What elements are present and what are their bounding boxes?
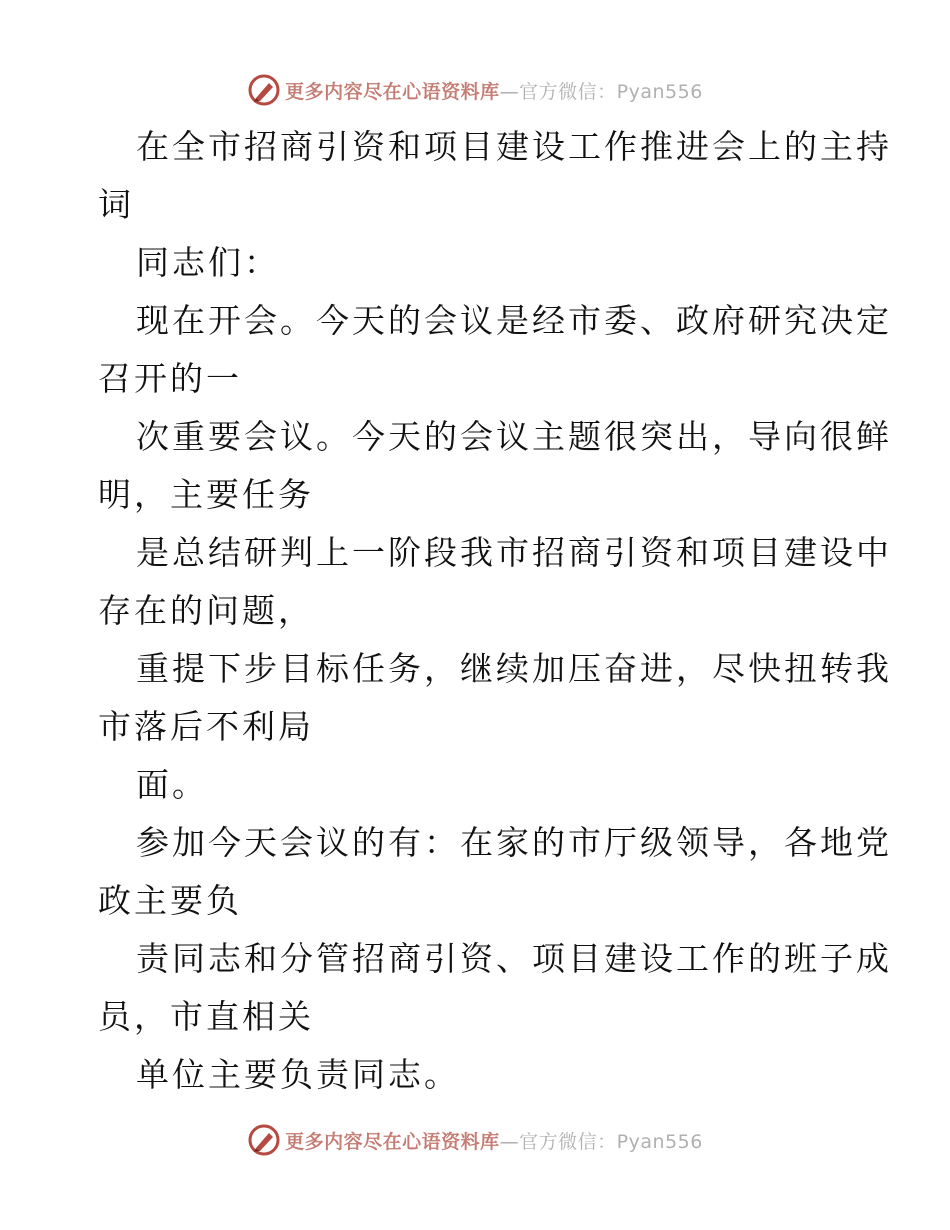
text-line: 政主要负: [98, 881, 242, 920]
text-line: 面。: [136, 765, 208, 804]
text-line: 存在的问题，: [98, 591, 314, 630]
text-line: 参加今天会议的有：在家的市厅级领导，各地党: [136, 823, 892, 862]
text-line: 次重要会议。今天的会议主题很突出，导向很鲜: [136, 417, 892, 456]
text-line: 词: [98, 185, 134, 224]
text-line: 现在开会。今天的会议是经市委、政府研究决定: [136, 301, 892, 340]
text-line: 同志们：: [136, 243, 280, 282]
footer-watermark: [0, 1120, 950, 1160]
document-body: [98, 118, 892, 1104]
watermark-text: [285, 1127, 703, 1154]
text-line: 是总结研判上一阶段我市招商引资和项目建设中: [136, 533, 892, 572]
text-line: 明，主要任务: [98, 475, 314, 514]
text-line: 市落后不利局: [98, 707, 314, 746]
header-watermark: [0, 70, 950, 110]
pen-logo-icon: [247, 73, 281, 107]
watermark-text: [285, 77, 703, 104]
text-line: 召开的一: [98, 359, 242, 398]
watermark-brand: 更多内容尽在心语资料库: [285, 1130, 500, 1153]
text-line: 单位主要负责同志。: [136, 1055, 460, 1094]
watermark-dash: —: [499, 80, 520, 103]
watermark-contact: 官方微信：Pyan556: [519, 1130, 703, 1153]
text-line: 在全市招商引资和项目建设工作推进会上的主持: [136, 127, 892, 166]
text-line: 员，市直相关: [98, 997, 314, 1036]
watermark-contact: 官方微信：Pyan556: [519, 80, 703, 103]
watermark-dash: —: [499, 1130, 520, 1153]
watermark-brand: 更多内容尽在心语资料库: [285, 80, 500, 103]
pen-logo-icon: [247, 1123, 281, 1157]
text-line: 重提下步目标任务，继续加压奋进，尽快扭转我: [136, 649, 892, 688]
text-line: 责同志和分管招商引资、项目建设工作的班子成: [136, 939, 892, 978]
